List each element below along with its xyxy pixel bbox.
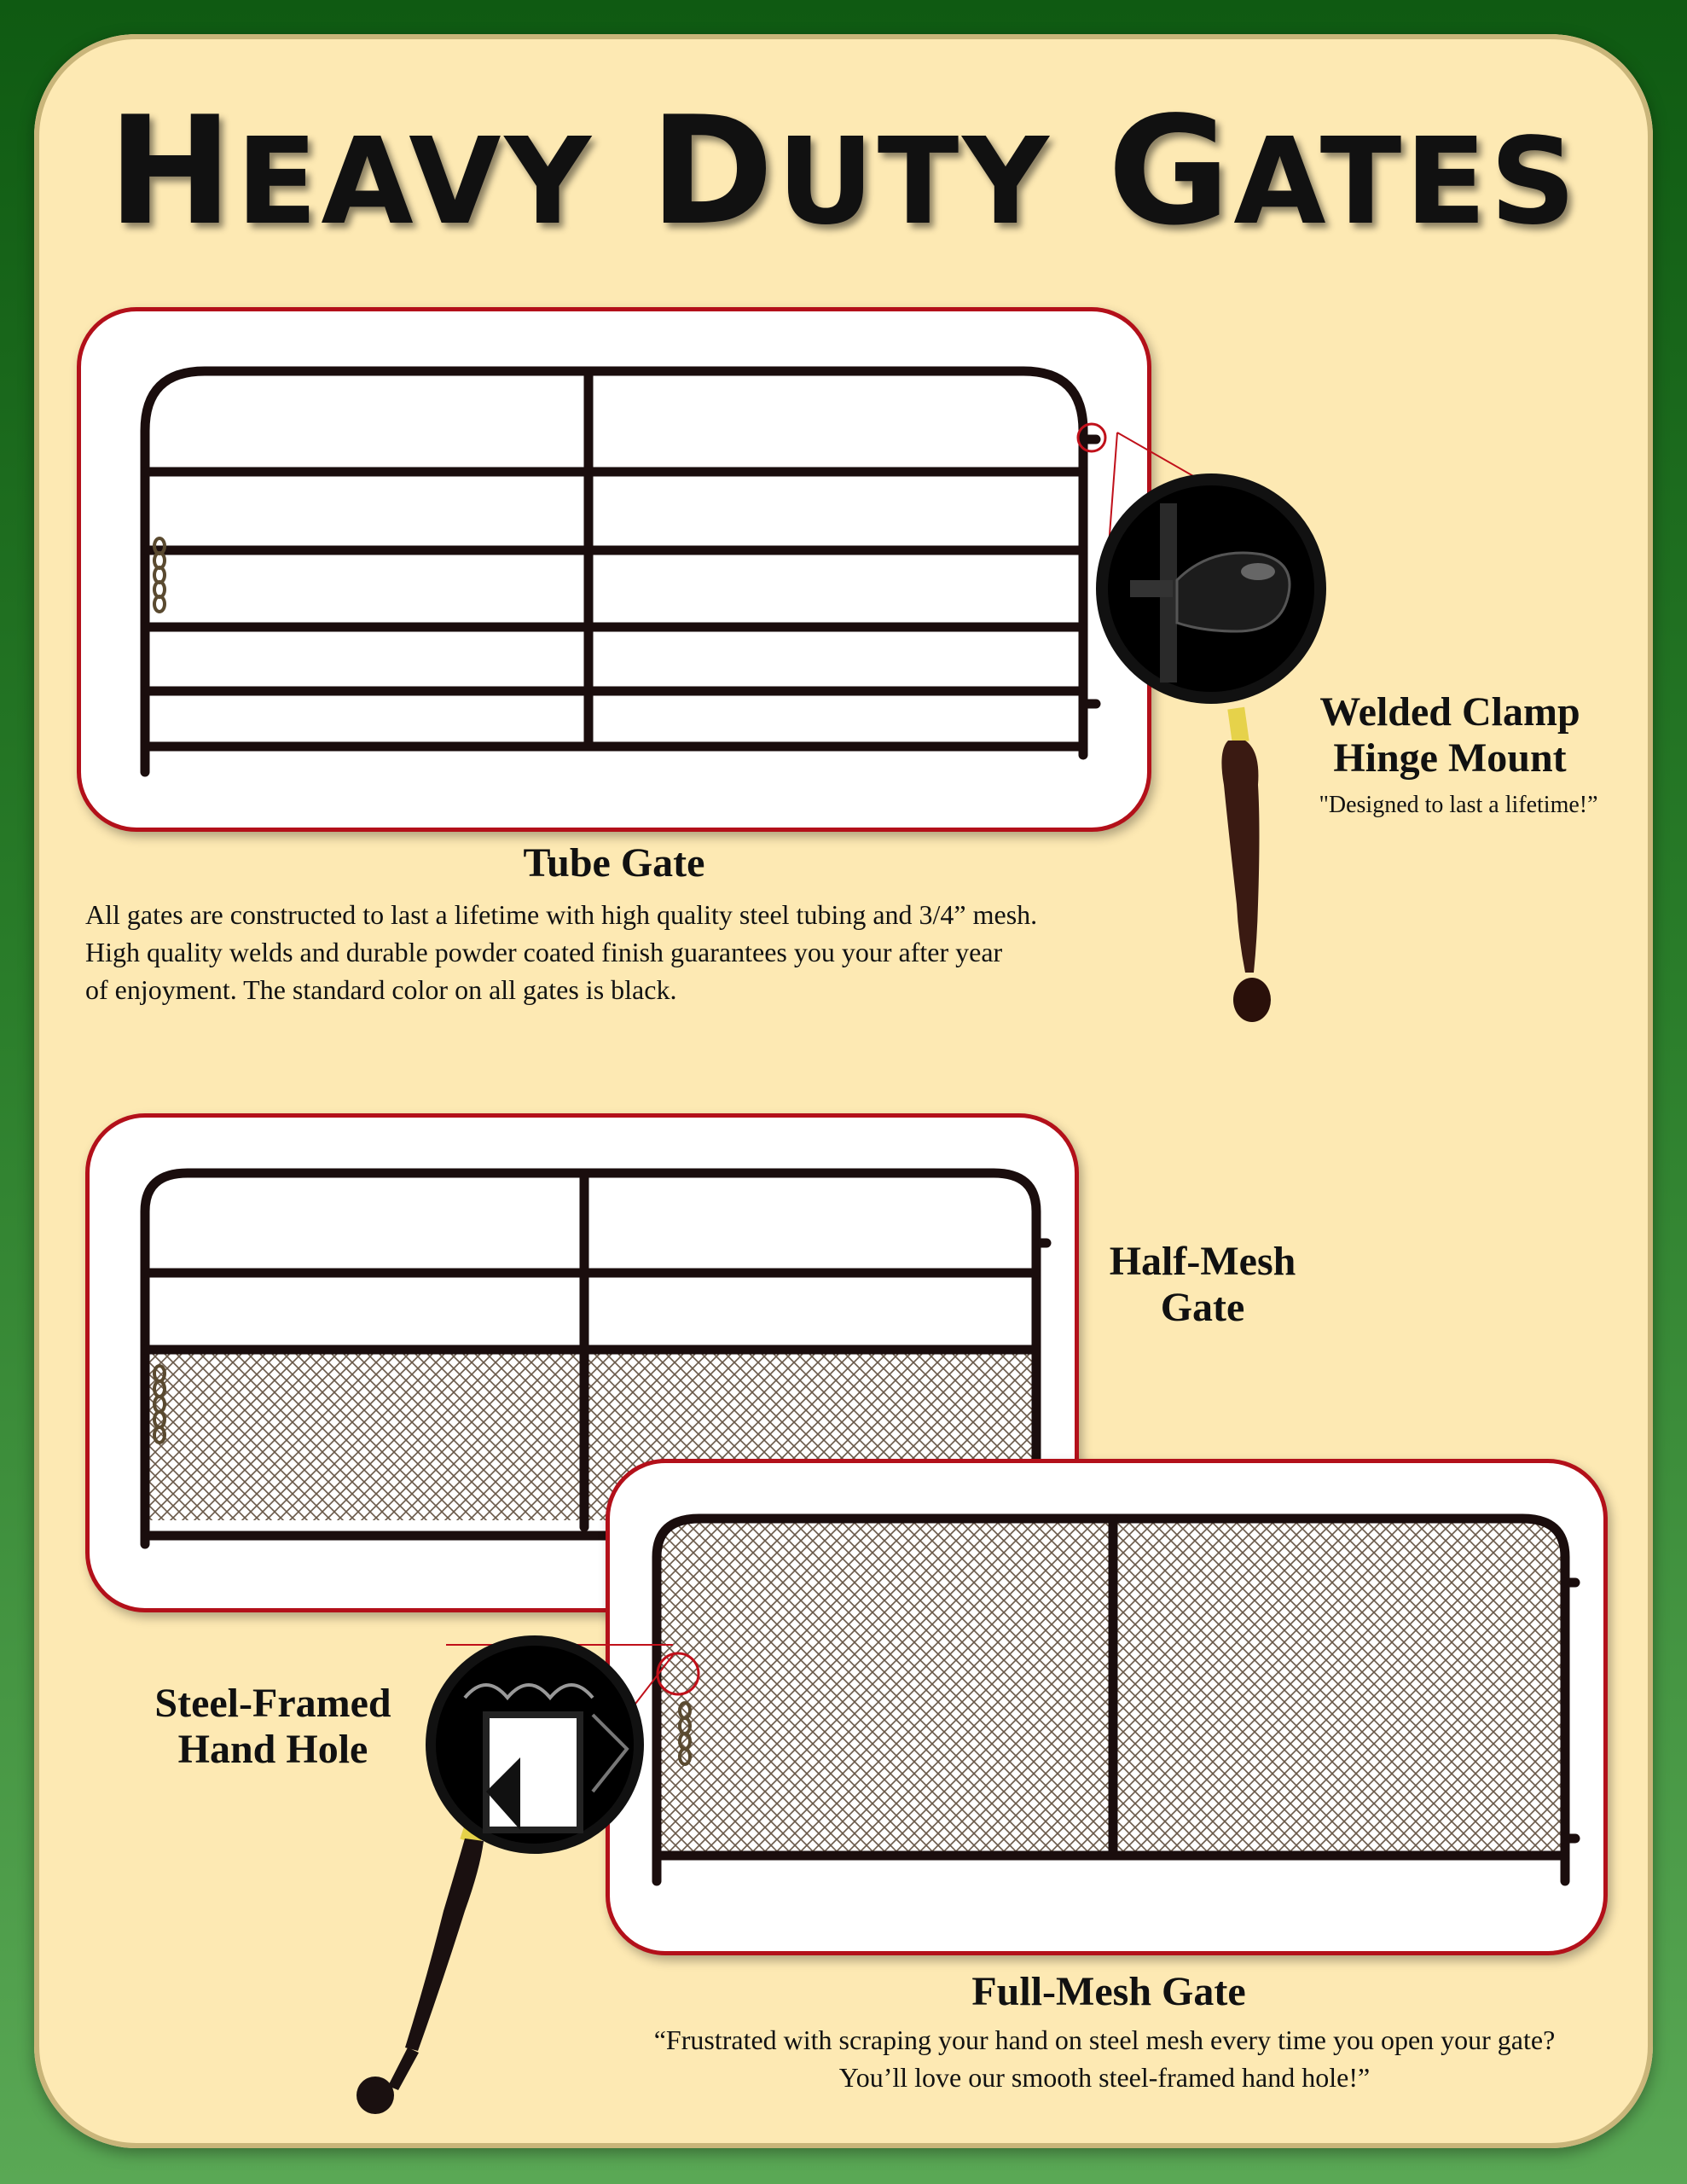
full-mesh-gate-card — [606, 1459, 1608, 1955]
full-mesh-gate-image — [610, 1463, 1603, 1951]
title-word-3: GATES — [1107, 85, 1580, 258]
magnifier-handle — [1221, 707, 1271, 1022]
full-mesh-heading: Full-Mesh Gate — [971, 1969, 1246, 2014]
hinge-heading: Welded Clamp Hinge Mount — [1319, 689, 1580, 781]
tube-gate-description: All gates are constructed to last a lifetime with high quality steel tubing and 3/4” mesh. High quality welds and durable powder coated finish guarantees you your after year of enjoyment. The standard color on all gates is black. — [85, 899, 1038, 1006]
tube-gate-card — [77, 307, 1151, 832]
tube-gate-image — [81, 311, 1147, 828]
hand-hole-heading: Steel-Framed Hand Hole — [154, 1681, 391, 1772]
title-word-1: HEAVY — [107, 85, 594, 258]
tube-gate-heading: Tube Gate — [523, 840, 705, 886]
hinge-quote: "Designed to last a lifetime!” — [1319, 792, 1598, 818]
page-title — [0, 85, 1687, 258]
title-word-2: DUTY — [649, 85, 1052, 258]
magnifier-handle — [357, 1806, 490, 2114]
half-mesh-heading: Half-Mesh Gate — [1109, 1239, 1296, 1330]
full-mesh-quote: “Frustrated with scraping your hand on steel mesh every time you open your gate? You’ll love our smooth steel-framed hand hole!” — [653, 2024, 1556, 2093]
